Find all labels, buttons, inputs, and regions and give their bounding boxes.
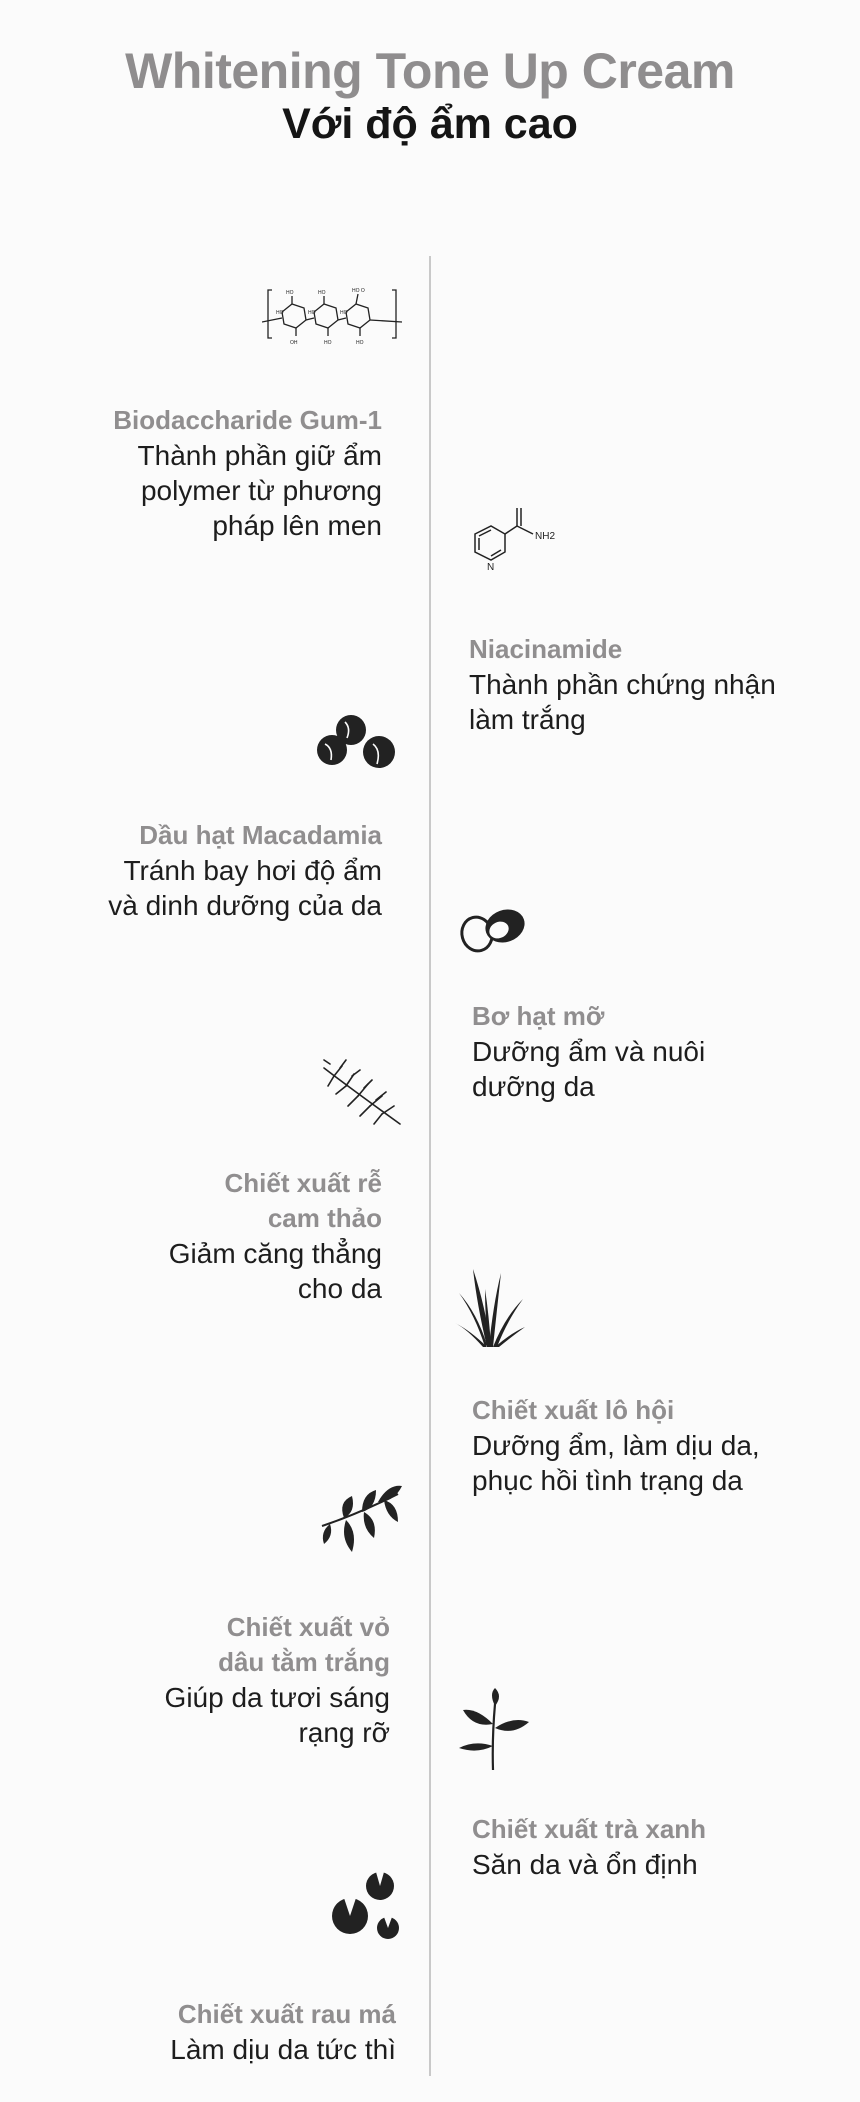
ingredient-name: Chiết xuất trà xanh	[472, 1814, 707, 1844]
page-subtitle: Với độ ẩm cao	[282, 100, 578, 148]
ingredient-desc: Làm dịu da tức thì	[170, 2034, 396, 2065]
page-title: Whitening Tone Up Cream	[125, 43, 735, 99]
ingredient-desc: dưỡng da	[472, 1071, 595, 1102]
ingredient-name: Chiết xuất rễ	[224, 1168, 382, 1198]
ingredient-name: Niacinamide	[469, 634, 623, 664]
svg-text:HO: HO	[286, 290, 294, 296]
ingredient-desc: làm trắng	[469, 704, 586, 735]
ingredient-name: dâu tằm trắng	[218, 1647, 390, 1677]
ingredient-desc: Dưỡng ẩm, làm dịu da,	[472, 1430, 760, 1461]
svg-text:HO O: HO O	[352, 288, 365, 294]
ingredient-desc: Thành phần giữ ẩm	[137, 440, 382, 471]
ingredient-desc: Dưỡng ẩm và nuôi	[472, 1036, 706, 1067]
ingredient-name: Dầu hạt Macadamia	[139, 820, 382, 850]
ingredient-name: Biodaccharide Gum-1	[113, 405, 382, 435]
svg-text:HO: HO	[340, 310, 348, 316]
ingredient-name: Chiết xuất rau má	[177, 1999, 396, 2029]
ingredient-desc: cho da	[297, 1273, 382, 1304]
ingredient-desc: phục hồi tình trạng da	[472, 1465, 743, 1496]
svg-text:HO: HO	[308, 310, 316, 316]
aloe-icon	[455, 1265, 525, 1349]
timeline-divider	[429, 256, 431, 2076]
ingredient-name: Chiết xuất lô hội	[472, 1395, 675, 1425]
ingredient-name: cam thảo	[267, 1203, 382, 1233]
ingredient-desc: và dinh dưỡng của da	[108, 890, 382, 921]
svg-text:HO: HO	[324, 340, 332, 346]
centella-leaf-icon	[328, 1870, 404, 1944]
ingredient-desc: Giảm căng thẳng	[168, 1238, 382, 1269]
ingredient-desc: Giúp da tươi sáng	[164, 1682, 390, 1713]
nh2-label: NH2	[535, 531, 555, 542]
green-tea-leaf-icon	[455, 1688, 531, 1770]
ingredient-desc: rạng rỡ	[298, 1717, 390, 1748]
ingredient-name: Bơ hạt mỡ	[472, 1001, 605, 1031]
ingredient-desc: pháp lên men	[212, 510, 382, 541]
ingredient-name: Chiết xuất vỏ	[226, 1612, 390, 1642]
niacinamide-molecule-icon	[455, 500, 555, 582]
svg-text:HO: HO	[276, 310, 284, 316]
shea-nut-icon	[455, 902, 535, 954]
nitrogen-label: N	[487, 562, 495, 573]
ingredient-desc: Săn da và ổn định	[472, 1849, 698, 1880]
licorice-root-icon	[320, 1058, 404, 1128]
ingredient-desc: Thành phần chứng nhận	[469, 669, 776, 700]
ingredient-desc: polymer từ phương	[140, 475, 382, 506]
ingredient-desc: Tránh bay hơi độ ẩm	[123, 855, 382, 886]
macadamia-nut-icon	[315, 712, 401, 772]
svg-text:HO: HO	[356, 340, 364, 346]
mulberry-branch-icon	[318, 1482, 402, 1556]
svg-text:OH: OH	[290, 340, 298, 346]
svg-text:HO: HO	[318, 290, 326, 296]
polysaccharide-molecule-icon	[262, 282, 402, 348]
